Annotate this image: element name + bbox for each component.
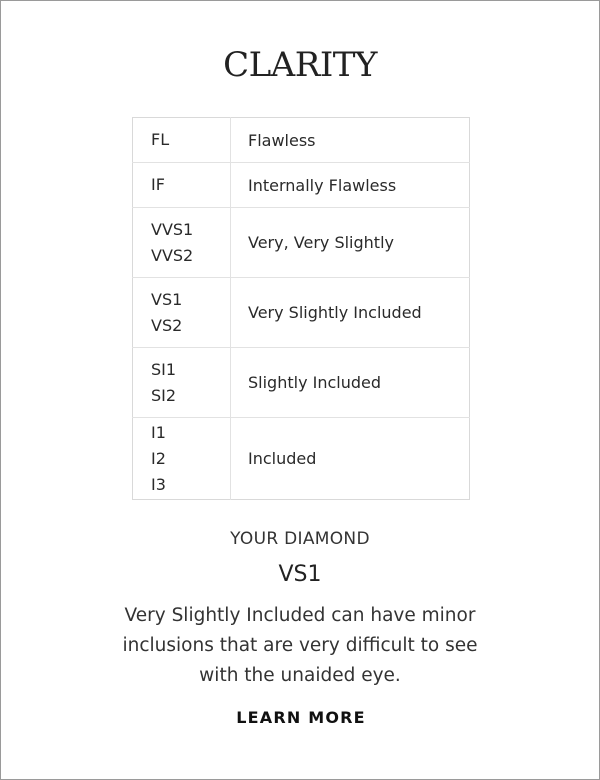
table-row	[133, 118, 470, 163]
grade-code: I3	[151, 474, 166, 494]
your-diamond-grade: VS1	[278, 562, 322, 587]
grade-code: FL	[151, 130, 170, 149]
grade-code-cell	[133, 163, 231, 208]
grade-code: I2	[151, 448, 166, 468]
grade-code-cell	[133, 118, 231, 163]
your-diamond-description: Very Slightly Included can have minor inclusions that are very difficult to see with the unaided eye.	[122, 605, 478, 686]
learn-more-link[interactable]: LEARN MORE	[236, 708, 366, 727]
grade-code-cell	[133, 418, 231, 500]
table-row	[133, 208, 470, 278]
grade-code: VS2	[151, 315, 183, 335]
grade-description: Very Slightly Included	[231, 278, 470, 348]
grade-code: VVS2	[151, 245, 194, 265]
grade-code: VVS1	[151, 219, 194, 239]
grade-code: IF	[151, 175, 165, 194]
grade-description: Included	[231, 418, 470, 500]
grade-code: SI2	[151, 385, 177, 405]
grade-code: I1	[151, 422, 166, 442]
grade-description: Flawless	[248, 130, 316, 150]
grade-code-cell	[133, 278, 231, 348]
grade-description: Very, Very Slightly	[231, 208, 470, 278]
table-row	[133, 348, 470, 418]
table-row	[133, 418, 470, 500]
grade-description: Internally Flawless	[231, 163, 470, 208]
grade-code: VS1	[151, 289, 183, 309]
table-row	[133, 163, 470, 208]
grade-description: Slightly Included	[231, 348, 470, 418]
grade-code-cell	[133, 348, 231, 418]
clarity-grade-table	[132, 117, 470, 500]
table-row	[133, 278, 470, 348]
your-diamond-label: YOUR DIAMOND	[230, 529, 370, 549]
grade-code-cell	[133, 208, 231, 278]
grade-code: SI1	[151, 359, 177, 379]
page-title: CLARITY	[223, 45, 377, 85]
